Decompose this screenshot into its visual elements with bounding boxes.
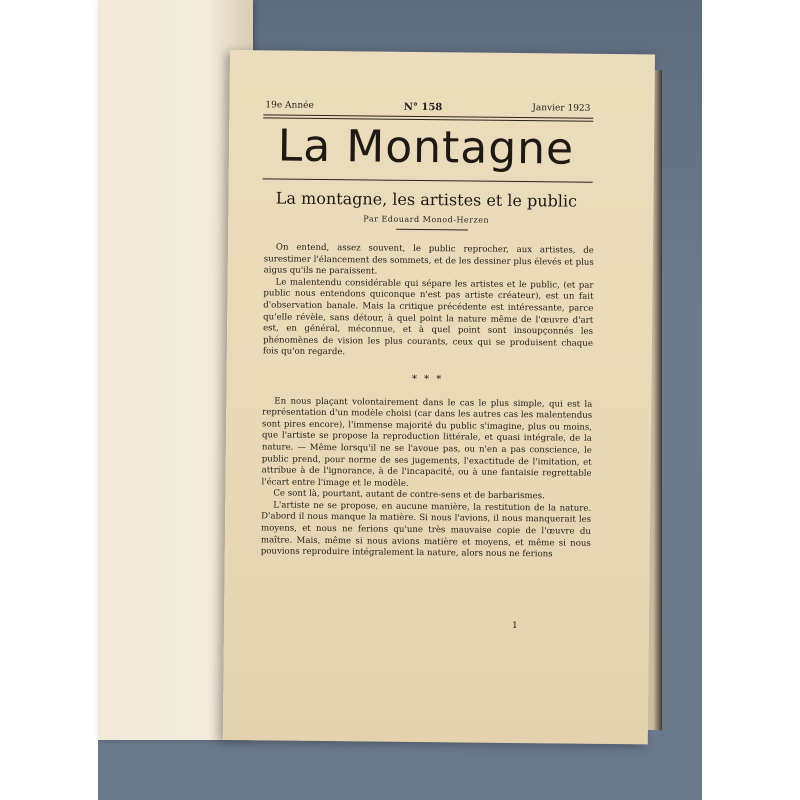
article-author: Par Edouard Monod-Herzen	[363, 214, 490, 225]
author-rule	[396, 229, 468, 231]
page-number: 1	[511, 620, 518, 632]
title-rule	[263, 178, 593, 182]
article-title: La montagne, les artistes et le public	[275, 188, 578, 211]
issue-header	[265, 100, 590, 114]
issue-date: Janvier 1923	[532, 103, 591, 114]
article-body	[261, 242, 594, 561]
journal-page	[223, 50, 655, 744]
paragraph: Ce sont là, pourtant, autant de contre-sens et de barbarismes.	[273, 488, 545, 502]
section-separator: * * *	[411, 373, 444, 386]
paragraph: En nous plaçant volontairement dans le cas le plus simple, qui est la représentation d'un modèle choisi (car dans les autres cas les malentendus sont pires encore), l'immense majorité du public s'imagine, plus ou moins, que l'artiste se propose la reproduction littérale, et quasi intégrale, de la nature. — Même lorsqu'il ne se l'avoue pas, ou n'en a pas conscience, le public prend, pour norme de ses jugements, l'exactitude de l'imitation, et attribue à de l'ignorance, à de l'incapacité, ou à une fantaisie regrettable l'écart entre l'image et le modèle.	[261, 396, 593, 489]
journal-title: La Montagne	[277, 120, 575, 175]
paragraph: L'artiste ne se propose, en aucune manière, la restitution de la nature. D'abord il nous manque la matière. Si nous l'avions, il nous manquerait les moyens, et nous ne ferions qu'une très mauvaise copie de l'œuvre du maître. Mais, même si nous avions matière et moyens, et même si nous pouvions reproduire intégralement la nature, alors nous ne ferions	[260, 500, 592, 560]
issue-number: N° 158	[403, 101, 443, 114]
paragraph: On entend, assez souvent, le public reprocher, aux artistes, de surestimer l'élancement des sommets, et de les dessiner plus élevés et plus aigus qu'ils ne paraissent.	[263, 242, 594, 277]
paragraph: Le malentendu considérable qui sépare les artistes et le public, (et par public nous entendons quiconque n'est pas artiste créateur), est un fait d'observation banale. Mais la critique précédente est intéressante, parce qu'elle révèle, sans détour, à quel point la nature même de l'œuvre d'art est, en général, méconnue, et à quel point sont insoupçonnés les phénomènes de vision les plus courants, ceux qui se produisent chaque fois qu'on regarde.	[262, 277, 594, 358]
year-label: 19e Année	[265, 100, 314, 111]
